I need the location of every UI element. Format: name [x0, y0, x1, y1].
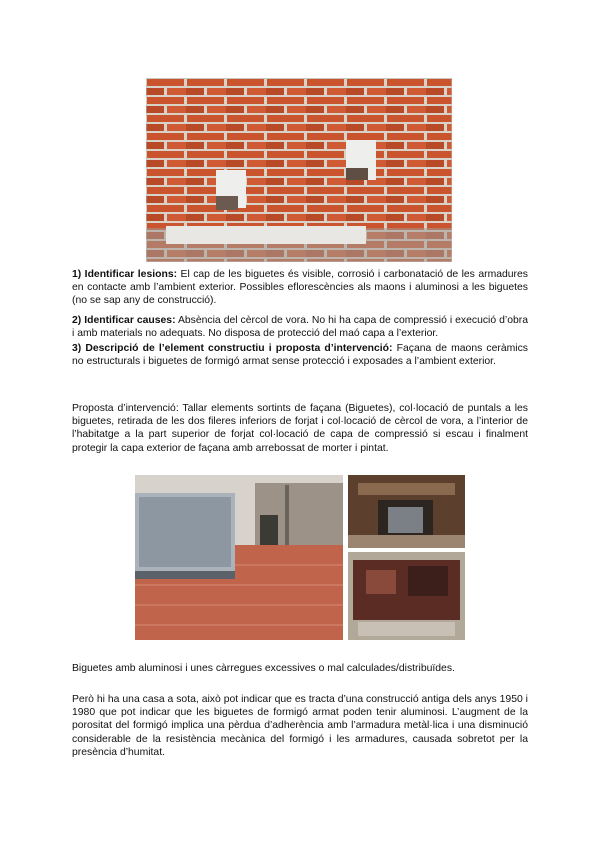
conclusion-paragraph: Però hi ha una casa a sota, això pot indicar que es tracta d’una construcció antiga dels anys 1950 i 1980 que pot indicar que les biguetes de formigó armat poden tenir aluminosi. L’augment de la porositat del formigó implica una pèrdua d’adherència amb l’armadura metàl·lica i una disminució considerable de la resistència mecànica del formigó i les armadures, causada sobretot per la presència d’humitat. — [72, 694, 528, 758]
description-text: Façana de maons ceràmics no estructurals i biguetes de formigó armat sense protecció i exposades a l’ambient exterior. — [72, 343, 528, 368]
causes-paragraph — [72, 314, 528, 340]
description-paragraph — [72, 342, 528, 368]
photo-caption: Biguetes amb aluminosi i unes càrregues excessives o mal calculades/distribuïdes. — [72, 663, 455, 674]
description-label: 3) Descripció de l’element constructiu i proposta d’intervenció: — [72, 343, 393, 354]
brick-facade-photo — [146, 78, 452, 262]
interior-room-photo — [135, 475, 343, 640]
causes-label: 2) Identificar causes: — [72, 315, 176, 326]
proposal-paragraph: Proposta d’intervenció: Tallar elements sortints de façana (Biguetes), col·locació de puntals a les biguetes, retirada de les dos fileres inferiors de forjat i col·locació de cèrcol de vora, a l’interior de l’habitatge a la part superior de forjat col·locació de capa de compressió si escau i finalment protegir la capa exterior de façana amb arrebossat de morter i pintat. — [72, 403, 528, 454]
lesions-text: El cap de les biguetes és visible, corrosió i carbonatació de les armadures en contacte amb l’ambient exterior. Possibles eflorescències als maons i aluminosi a les biguetes (no se sap any de construcció). — [72, 269, 528, 307]
damaged-ceiling-photo-bottom — [348, 552, 465, 640]
lesions-label: 1) Identificar lesions: — [72, 269, 178, 280]
lesions-paragraph — [72, 268, 528, 308]
damaged-ceiling-photo-top — [348, 475, 465, 548]
causes-text: Absència del cèrcol de vora. No hi ha capa de compressió i execució d’obra i amb materials no adequats. No disposa de protecció del maó capa a l’exterior. — [72, 315, 529, 340]
